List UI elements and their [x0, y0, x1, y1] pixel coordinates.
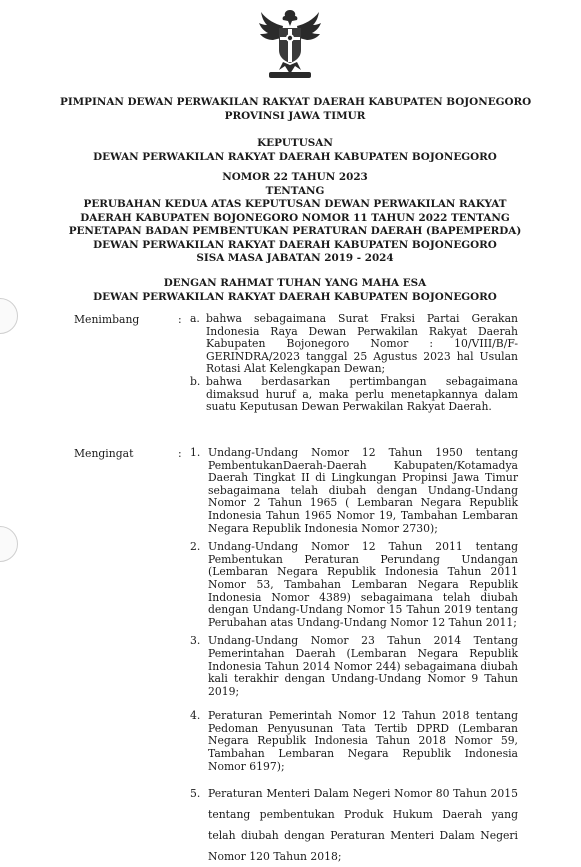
item-marker: a. [190, 312, 200, 325]
item-marker: 2. [190, 540, 201, 554]
preamble [60, 277, 530, 304]
subject-line-1: PERUBAHAN KEDUA ATAS KEPUTUSAN DEWAN PERWAKILAN RAKYAT [83, 198, 507, 210]
list-item [190, 374, 518, 414]
item-marker: b. [190, 374, 201, 388]
doc-type: KEPUTUSAN [257, 137, 333, 149]
decree-number-block [60, 171, 530, 266]
decree-number: NOMOR 22 TAHUN 2023 [222, 171, 368, 183]
list-item [190, 709, 518, 773]
item-text: Peraturan Pemerintah Nomor 12 Tahun 2018 tentang Pedoman Penyusunan Tata Tertib DPRD (Lembaran Negara Republik Indonesia Tahun 2018 Nomor 59, Tambahan Lembaran Negara Republik Indonesia Nomor 6197); [208, 709, 518, 773]
item-marker: 4. [190, 709, 201, 723]
item-text: Undang-Undang Nomor 12 Tahun 2011 tentang Pembentukan Peraturan Perundang Undangan (Lembaran Negara Republik Indonesia Tahun 2011 Nomor 53, Tambahan Lembaran Negara Republik Indonesia Nomor 4389) sebagaimana telah diubah dengan Undang-Undang Nomor 15 Tahun 2019 tentang Perubahan atas Undang-Undang Nomor 12 Tahun 2011; [208, 540, 518, 629]
menimbang-colon: : [178, 313, 182, 326]
garuda-emblem-icon [255, 4, 325, 84]
item-text: bahwa berdasarkan pertimbangan sebagaimana dimaksud huruf a, maka perlu menetapkannya dalam suatu Keputusan Dewan Perwakilan Rakyat Daerah. [206, 374, 518, 414]
item-text: Undang-Undang Nomor 23 Tahun 2014 Tentang Pemerintahan Daerah (Lembaran Negara Republik Indonesia Tahun 2014 Nomor 244) sebagaimana diubah kali terakhir dengan Undang-Undang Nomor 9 Tahun 2019; [208, 634, 518, 698]
list-item [190, 312, 518, 376]
subject-line-5: SISA MASA JABATAN 2019 - 2024 [196, 252, 394, 264]
about-label: TENTANG [265, 184, 325, 197]
item-marker: 3. [190, 634, 201, 648]
mengingat-list [190, 446, 518, 867]
punch-hole [0, 298, 18, 334]
item-text: bahwa sebagaimana Surat Fraksi Partai Gerakan Indonesia Raya Dewan Perwakilan Rakyat Daerah Kabupaten Bojonegoro Nomor : 10/VIII/B/F-GERINDRA/2023 tanggal 25 Agustus 2023 hal Usulan Rotasi Alat Kelengkapan Dewan; [206, 312, 518, 376]
decree-title [60, 137, 530, 164]
subject-line-4: DEWAN PERWAKILAN RAKYAT DAERAH KABUPATEN BOJONEGORO [93, 238, 497, 251]
header-line-1: PIMPINAN DEWAN PERWAKILAN RAKYAT DAERAH KABUPATEN BOJONEGORO [60, 96, 532, 108]
item-marker: 1. [190, 446, 201, 459]
preamble-line-1: DENGAN RAHMAT TUHAN YANG MAHA ESA [163, 277, 427, 289]
issuer-name: DEWAN PERWAKILAN RAKYAT DAERAH KABUPATEN BOJONEGORO [93, 150, 497, 163]
mengingat-colon: : [178, 447, 182, 460]
item-marker: 5. [190, 787, 201, 801]
issuer-header [60, 96, 530, 123]
item-text: Peraturan Menteri Dalam Negeri Nomor 80 Tahun 2015 tentang pembentukan Produk Hukum Daerah yang telah diubah dengan Peraturan Menteri Dalam Negeri Nomor 120 Tahun 2018; [208, 787, 518, 864]
subject-line-2: DAERAH KABUPATEN BOJONEGORO NOMOR 11 TAHUN 2022 TENTANG [80, 211, 510, 224]
list-item [190, 634, 518, 698]
mengingat-label: Mengingat [74, 447, 134, 460]
list-item [190, 446, 518, 535]
list-item [190, 540, 518, 629]
item-text: Undang-Undang Nomor 12 Tahun 1950 tentang PembentukanDaerah-Daerah Kabupaten/Kotamadya Daerah Tingkat II di Lingkungan Propinsi Jawa Timur sebagaimana telah diubah dengan Undang-Undang Nomor 2 Tahun 1965 ( Lembaran Negara Republik Indonesia Tahun 1965 Nomor 19, Tambahan Lembaran Negara Republik Indonesia Nomor 2730); [208, 446, 518, 535]
header-line-2: PROVINSI JAWA TIMUR [224, 109, 366, 122]
punch-hole [0, 526, 18, 562]
menimbang-list [190, 312, 518, 414]
menimbang-label: Menimbang [74, 313, 140, 326]
list-item [190, 783, 518, 867]
subject-line-3: PENETAPAN BADAN PEMBENTUKAN PERATURAN DAERAH (BAPEMPERDA) [68, 225, 522, 237]
preamble-line-2: DEWAN PERWAKILAN RAKYAT DAERAH KABUPATEN BOJONEGORO [93, 290, 497, 303]
